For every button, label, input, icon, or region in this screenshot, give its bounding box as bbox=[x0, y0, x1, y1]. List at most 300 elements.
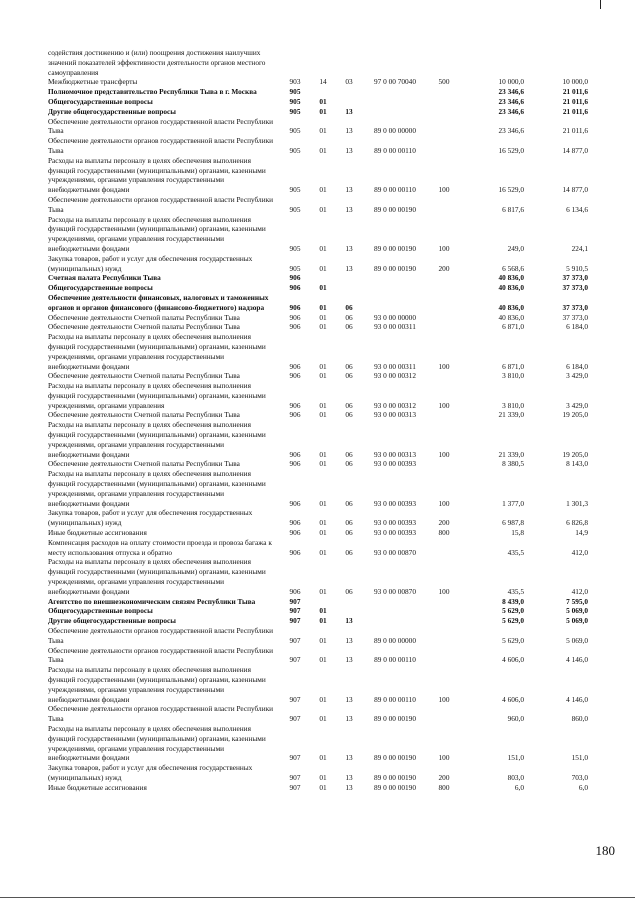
row-code-rz: 01 bbox=[319, 528, 327, 538]
row-code-csr: 89 0 00 00190 bbox=[374, 772, 416, 782]
row-code-csr: 93 0 00 00311 bbox=[374, 322, 416, 332]
row-code-pr bbox=[336, 97, 362, 107]
table-row bbox=[48, 459, 588, 469]
row-code-rz bbox=[310, 597, 336, 607]
table-row bbox=[48, 97, 588, 107]
row-code-pr: 13 bbox=[345, 263, 353, 273]
row-amount-year2: 860,0 bbox=[571, 714, 588, 724]
table-row bbox=[48, 626, 588, 646]
row-code-gr: 906 bbox=[289, 547, 301, 557]
row-code-vr bbox=[428, 704, 460, 724]
row-code-pr: 06 bbox=[345, 459, 353, 469]
row-amount-year1 bbox=[460, 48, 524, 77]
row-amount-year1: 21 339,0 bbox=[498, 449, 524, 459]
row-code-gr: 907 bbox=[289, 596, 301, 606]
row-code-gr: 905 bbox=[289, 263, 301, 273]
row-code-pr: 06 bbox=[345, 518, 353, 528]
row-amount-year2 bbox=[524, 48, 588, 77]
row-code-pr: 06 bbox=[345, 528, 353, 538]
row-amount-year2: 19 205,0 bbox=[562, 449, 588, 459]
row-code-gr: 906 bbox=[289, 498, 301, 508]
row-code-csr: 89 0 00 00110 bbox=[374, 185, 416, 195]
row-code-pr: 13 bbox=[345, 694, 353, 704]
row-code-rz: 01 bbox=[319, 655, 327, 665]
row-code-vr bbox=[428, 117, 460, 137]
row-code-csr: 93 0 00 00393 bbox=[374, 498, 416, 508]
row-code-pr: 06 bbox=[345, 410, 353, 420]
row-amount-year1: 40 836,0 bbox=[498, 302, 524, 312]
row-amount-year2: 14 877,0 bbox=[562, 185, 588, 195]
row-name: Закупка товаров, работ и услуг для обеспечения государственных (муниципальных) нужд bbox=[48, 253, 253, 273]
row-amount-year2: 10 000,0 bbox=[562, 77, 588, 87]
page-number: 180 bbox=[595, 843, 615, 858]
row-amount-year2: 412,0 bbox=[571, 586, 588, 596]
row-code-gr: 907 bbox=[289, 606, 301, 616]
row-code-rz: 01 bbox=[319, 606, 327, 616]
table-row bbox=[48, 597, 588, 607]
row-amount-year2: 703,0 bbox=[571, 772, 588, 782]
row-code-vr: 100 bbox=[438, 498, 450, 508]
row-amount-year2: 151,0 bbox=[571, 753, 588, 763]
row-amount-year2: 6 184,0 bbox=[566, 322, 588, 332]
row-name: Общегосударственные вопросы bbox=[48, 283, 153, 293]
table-row bbox=[48, 606, 588, 616]
row-code-rz: 01 bbox=[319, 498, 327, 508]
row-code-csr: 89 0 00 00110 bbox=[374, 655, 416, 665]
row-code-csr bbox=[362, 273, 428, 283]
table-row bbox=[48, 136, 588, 156]
row-code-vr bbox=[428, 97, 460, 107]
row-name: Расходы на выплаты персоналу в целях обеспечения выполнения функций государственными (муниципальными) органами, казенными учреждениями, органами управления государственными внебюджетными фондами bbox=[48, 214, 266, 253]
table-row bbox=[48, 48, 588, 77]
row-amount-year1: 5 629,0 bbox=[502, 616, 524, 626]
row-code-vr bbox=[428, 293, 460, 313]
row-amount-year2: 6 826,8 bbox=[566, 518, 588, 528]
row-code-csr bbox=[362, 597, 428, 607]
table-row bbox=[48, 283, 588, 293]
row-code-gr: 905 bbox=[289, 126, 301, 136]
row-name: Обеспечение деятельности органов государственной власти Республики Тыва bbox=[48, 626, 274, 645]
row-code-rz: 01 bbox=[319, 371, 327, 381]
row-code-rz: 01 bbox=[319, 106, 327, 116]
row-code-csr: 93 0 00 00870 bbox=[374, 586, 416, 596]
row-code-gr: 907 bbox=[289, 635, 301, 645]
row-code-rz: 01 bbox=[319, 782, 327, 792]
row-code-vr: 100 bbox=[438, 400, 450, 410]
table-row bbox=[48, 557, 588, 596]
row-name: Расходы на выплаты персоналу в целях обеспечения выполнения функций государственными (муниципальными) органами, казенными учреждениями, органами управления государственными внебюджетными фондами bbox=[48, 557, 266, 596]
row-code-rz: 01 bbox=[319, 410, 327, 420]
row-code-gr: 907 bbox=[289, 782, 301, 792]
row-code-gr: 906 bbox=[289, 322, 301, 332]
row-code-gr: 907 bbox=[289, 655, 301, 665]
row-amount-year1: 23 346,6 bbox=[498, 106, 524, 116]
row-code-pr: 06 bbox=[345, 361, 353, 371]
table-row bbox=[48, 616, 588, 626]
row-code-vr: 100 bbox=[438, 753, 450, 763]
row-code-vr: 200 bbox=[438, 772, 450, 782]
row-code-gr: 905 bbox=[289, 145, 301, 155]
row-code-gr: 906 bbox=[289, 312, 301, 322]
row-amount-year2: 3 429,0 bbox=[566, 400, 588, 410]
row-code-csr bbox=[362, 87, 428, 97]
row-code-csr: 93 0 00 00312 bbox=[374, 400, 416, 410]
row-name: Расходы на выплаты персоналу в целях обеспечения выполнения функций государственными (муниципальными) органами, казенными учреждениями, органами управления государственными внебюджетными фондами bbox=[48, 155, 266, 195]
row-amount-year1: 5 629,0 bbox=[502, 635, 524, 645]
row-code-csr: 89 0 00 00190 bbox=[374, 753, 416, 763]
row-name: Расходы на выплаты персоналу в целях обеспечения выполнения функций государственными (муниципальными) органами, казенными учреждениями, органами управления государственными внебюджетными фондами bbox=[48, 723, 266, 763]
row-amount-year1: 40 836,0 bbox=[498, 283, 524, 293]
row-name: Обеспечение деятельности финансовых, налоговых и таможенных органов и органов финансового (финансово-бюджетного) надзора bbox=[48, 292, 269, 312]
row-code-csr bbox=[362, 107, 428, 117]
row-name: Общегосударственные вопросы bbox=[48, 606, 153, 616]
row-code-pr bbox=[336, 606, 362, 616]
row-amount-year2: 412,0 bbox=[571, 547, 588, 557]
row-amount-year2: 5 910,5 bbox=[566, 263, 588, 273]
row-code-pr: 06 bbox=[345, 322, 353, 332]
row-amount-year2: 21 011,6 bbox=[562, 87, 588, 97]
row-name: Обеспечение деятельности Счетной палаты Республики Тыва bbox=[48, 322, 240, 332]
row-code-vr bbox=[428, 283, 460, 293]
row-code-csr bbox=[362, 283, 428, 293]
row-code-pr bbox=[336, 597, 362, 607]
row-amount-year1: 803,0 bbox=[507, 772, 524, 782]
row-code-vr bbox=[428, 195, 460, 215]
row-amount-year2: 6 134,6 bbox=[566, 204, 588, 214]
row-code-vr bbox=[428, 107, 460, 117]
row-name: Расходы на выплаты персоналу в целях обеспечения выполнения функций государственными (муниципальными) органами, казенными учреждениями, органами управления государственными внебюджетными фондами bbox=[48, 665, 266, 704]
row-code-pr: 06 bbox=[345, 498, 353, 508]
row-amount-year2: 5 069,0 bbox=[566, 635, 588, 645]
table-row bbox=[48, 646, 588, 666]
row-code-rz: 01 bbox=[319, 145, 327, 155]
row-amount-year2: 37 373,0 bbox=[562, 302, 588, 312]
row-name: Обеспечение деятельности органов государственной власти Республики Тыва bbox=[48, 116, 274, 136]
row-code-rz: 01 bbox=[319, 302, 327, 312]
row-amount-year2: 14 877,0 bbox=[562, 145, 588, 155]
row-amount-year1: 3 810,0 bbox=[502, 371, 524, 381]
row-code-csr: 89 0 00 00190 bbox=[374, 714, 416, 724]
row-code-gr: 906 bbox=[289, 528, 301, 538]
row-code-rz bbox=[310, 48, 336, 77]
row-code-csr: 89 0 00 00000 bbox=[374, 635, 416, 645]
row-amount-year1: 435,5 bbox=[507, 586, 524, 596]
row-code-csr: 89 0 00 00190 bbox=[374, 204, 416, 214]
row-name: Обеспечение деятельности органов государственной власти Республики Тыва bbox=[48, 645, 274, 665]
row-code-gr: 907 bbox=[289, 714, 301, 724]
row-code-pr: 06 bbox=[345, 302, 353, 312]
table-row bbox=[48, 469, 588, 508]
row-code-rz: 01 bbox=[319, 312, 327, 322]
row-code-vr bbox=[428, 597, 460, 607]
row-code-vr bbox=[428, 538, 460, 558]
row-code-csr: 89 0 00 00190 bbox=[374, 263, 416, 273]
table-row bbox=[48, 87, 588, 97]
row-amount-year1: 249,0 bbox=[507, 243, 524, 253]
row-code-vr: 500 bbox=[438, 77, 450, 87]
table-row bbox=[48, 293, 588, 313]
row-amount-year2: 21 011,6 bbox=[562, 106, 588, 116]
table-row bbox=[48, 724, 588, 763]
row-code-rz: 01 bbox=[319, 361, 327, 371]
row-code-gr: 907 bbox=[289, 772, 301, 782]
row-code-gr: 906 bbox=[289, 410, 301, 420]
row-code-rz: 01 bbox=[319, 126, 327, 136]
row-code-rz: 01 bbox=[319, 635, 327, 645]
row-code-vr bbox=[428, 136, 460, 156]
row-amount-year1: 435,5 bbox=[507, 547, 524, 557]
row-name: Расходы на выплаты персоналу в целях обеспечения выполнения функций государственными (муниципальными) органами, казенными учреждениями, органами управления государственными внебюджетными фондами bbox=[48, 420, 266, 459]
row-code-csr: 93 0 00 00870 bbox=[374, 547, 416, 557]
row-amount-year1: 16 529,0 bbox=[498, 185, 524, 195]
row-code-rz: 01 bbox=[319, 586, 327, 596]
table-row bbox=[48, 195, 588, 215]
row-name: Расходы на выплаты персоналу в целях обеспечения выполнения функций государственными (муниципальными) органами, казенными учреждениями, органами управления государственными внебюджетными фондами bbox=[48, 332, 266, 371]
row-name: Иные бюджетные ассигнования bbox=[48, 528, 147, 538]
row-code-vr bbox=[428, 313, 460, 323]
row-code-vr bbox=[428, 459, 460, 469]
row-amount-year1: 3 810,0 bbox=[502, 400, 524, 410]
row-code-rz: 01 bbox=[319, 772, 327, 782]
row-name: Агентство по внешнеэкономическим связям Республики Тыва bbox=[48, 596, 256, 606]
row-code-vr: 200 bbox=[438, 518, 450, 528]
row-code-pr: 03 bbox=[345, 77, 353, 87]
row-name: содействия достижению и (или) поощрения достижения наилучших значений показателей эффективности деятельности органов местного самоуправления bbox=[48, 48, 266, 77]
row-code-vr: 100 bbox=[438, 243, 450, 253]
row-code-csr: 89 0 00 00110 bbox=[374, 694, 416, 704]
row-code-csr: 93 0 00 00393 bbox=[374, 518, 416, 528]
row-amount-year2: 224,1 bbox=[571, 243, 588, 253]
row-amount-year1: 4 606,0 bbox=[502, 655, 524, 665]
table-row bbox=[48, 254, 588, 274]
row-code-gr: 906 bbox=[289, 361, 301, 371]
row-code-gr: 903 bbox=[289, 77, 301, 87]
budget-table-body bbox=[48, 48, 588, 793]
row-code-csr: 93 0 00 00313 bbox=[374, 449, 416, 459]
row-code-csr: 93 0 00 00312 bbox=[374, 371, 416, 381]
row-code-rz bbox=[310, 273, 336, 283]
row-code-vr bbox=[428, 371, 460, 381]
table-row bbox=[48, 322, 588, 332]
row-code-csr: 89 0 00 00190 bbox=[374, 243, 416, 253]
row-code-gr: 906 bbox=[289, 449, 301, 459]
row-code-gr: 906 bbox=[289, 459, 301, 469]
row-code-pr: 13 bbox=[345, 635, 353, 645]
table-row bbox=[48, 273, 588, 283]
row-code-gr bbox=[280, 48, 310, 77]
row-amount-year1: 21 339,0 bbox=[498, 410, 524, 420]
row-code-rz: 01 bbox=[319, 714, 327, 724]
row-code-pr: 13 bbox=[345, 782, 353, 792]
row-amount-year2: 4 146,0 bbox=[566, 655, 588, 665]
row-code-vr: 200 bbox=[438, 263, 450, 273]
row-code-pr: 06 bbox=[345, 586, 353, 596]
row-code-vr: 100 bbox=[438, 361, 450, 371]
row-code-rz: 01 bbox=[319, 204, 327, 214]
row-code-pr: 13 bbox=[345, 106, 353, 116]
row-code-gr: 905 bbox=[289, 106, 301, 116]
row-code-rz: 01 bbox=[319, 694, 327, 704]
row-code-vr: 100 bbox=[438, 185, 450, 195]
row-amount-year2: 8 143,0 bbox=[566, 459, 588, 469]
row-code-vr bbox=[428, 48, 460, 77]
table-row bbox=[48, 107, 588, 117]
row-code-csr: 93 0 00 00311 bbox=[374, 361, 416, 371]
row-amount-year2: 14,9 bbox=[575, 528, 588, 538]
row-code-gr: 906 bbox=[289, 273, 301, 283]
row-amount-year2: 37 373,0 bbox=[562, 283, 588, 293]
row-amount-year1: 960,0 bbox=[507, 714, 524, 724]
row-name: Закупка товаров, работ и услуг для обеспечения государственных (муниципальных) нужд bbox=[48, 763, 253, 782]
row-amount-year1: 15,8 bbox=[511, 528, 524, 538]
row-code-vr: 800 bbox=[438, 528, 450, 538]
row-name: Общегосударственные вопросы bbox=[48, 96, 153, 106]
row-code-gr: 906 bbox=[289, 586, 301, 596]
row-code-csr: 93 0 00 00313 bbox=[374, 410, 416, 420]
table-row bbox=[48, 665, 588, 704]
row-amount-year2: 37 373,0 bbox=[562, 312, 588, 322]
row-code-pr: 13 bbox=[345, 655, 353, 665]
row-code-gr: 905 bbox=[289, 96, 301, 106]
row-code-vr bbox=[428, 273, 460, 283]
row-code-vr bbox=[428, 87, 460, 97]
row-code-vr bbox=[428, 606, 460, 616]
row-name: Обеспечение деятельности Счетной палаты Республики Тыва bbox=[48, 371, 240, 381]
row-name: Обеспечение деятельности Счетной палаты Республики Тыва bbox=[48, 410, 240, 420]
row-code-gr: 905 bbox=[289, 185, 301, 195]
table-row bbox=[48, 538, 588, 558]
row-amount-year2: 5 069,0 bbox=[566, 616, 588, 626]
table-row bbox=[48, 508, 588, 528]
row-amount-year1: 151,0 bbox=[507, 753, 524, 763]
row-name: Обеспечение деятельности Счетной палаты Республики Тыва bbox=[48, 312, 240, 322]
row-name: Компенсация расходов на оплату стоимости проезда и провоза багажа к месту использования отпуска и обратно bbox=[48, 537, 272, 557]
row-name: Обеспечение деятельности Счетной палаты Республики Тыва bbox=[48, 459, 240, 469]
row-amount-year1: 40 836,0 bbox=[498, 273, 524, 283]
row-name: Расходы на выплаты персоналу в целях обеспечения выполнения функций государственными (муниципальными) органами, казенными учреждениями, органами управления bbox=[48, 381, 266, 410]
row-name: Полномочное представительство Республики Тыва в г. Москва bbox=[48, 87, 257, 97]
table-row bbox=[48, 313, 588, 323]
row-code-gr: 906 bbox=[289, 371, 301, 381]
row-code-vr: 100 bbox=[438, 694, 450, 704]
row-code-pr: 13 bbox=[345, 145, 353, 155]
table-row bbox=[48, 420, 588, 459]
table-row bbox=[48, 156, 588, 195]
row-amount-year1: 6 987,8 bbox=[502, 518, 524, 528]
budget-table bbox=[48, 48, 588, 793]
row-code-csr: 93 0 00 00393 bbox=[374, 528, 416, 538]
row-amount-year1: 8 380,5 bbox=[502, 459, 524, 469]
row-code-gr: 906 bbox=[289, 302, 301, 312]
row-code-pr: 13 bbox=[345, 772, 353, 782]
row-amount-year1: 23 346,6 bbox=[498, 96, 524, 106]
row-code-rz: 01 bbox=[319, 459, 327, 469]
row-name: Иные бюджетные ассигнования bbox=[48, 782, 147, 792]
row-amount-year2: 7 595,0 bbox=[566, 596, 588, 606]
table-row bbox=[48, 528, 588, 538]
row-code-vr bbox=[428, 322, 460, 332]
table-row bbox=[48, 77, 588, 87]
row-amount-year1: 6 871,0 bbox=[502, 322, 524, 332]
row-code-gr: 906 bbox=[289, 283, 301, 293]
row-code-csr: 89 0 00 00000 bbox=[374, 126, 416, 136]
row-code-gr: 906 bbox=[289, 400, 301, 410]
row-code-csr: 97 0 00 70040 bbox=[374, 77, 416, 87]
row-amount-year1: 5 629,0 bbox=[502, 606, 524, 616]
row-code-rz: 01 bbox=[319, 96, 327, 106]
row-code-pr: 06 bbox=[345, 371, 353, 381]
row-amount-year2: 19 205,0 bbox=[562, 410, 588, 420]
table-row bbox=[48, 332, 588, 371]
table-row bbox=[48, 410, 588, 420]
row-code-pr bbox=[336, 273, 362, 283]
row-code-pr bbox=[336, 283, 362, 293]
row-code-pr: 13 bbox=[345, 204, 353, 214]
row-code-pr: 06 bbox=[345, 312, 353, 322]
row-code-gr: 907 bbox=[289, 616, 301, 626]
row-code-rz: 01 bbox=[319, 400, 327, 410]
row-amount-year2: 21 011,6 bbox=[562, 126, 588, 136]
row-name: Другие общегосударственные вопросы bbox=[48, 616, 176, 626]
row-amount-year1: 6 817,6 bbox=[502, 204, 524, 214]
row-name: Обеспечение деятельности органов государственной власти Республики Тыва bbox=[48, 194, 274, 214]
row-name: Обеспечение деятельности органов государственной власти Республики Тыва bbox=[48, 704, 274, 724]
row-code-rz: 01 bbox=[319, 753, 327, 763]
row-amount-year1: 23 346,6 bbox=[498, 87, 524, 97]
row-code-rz: 01 bbox=[319, 322, 327, 332]
scan-edge-top bbox=[600, 0, 601, 9]
row-code-pr: 13 bbox=[345, 616, 353, 626]
row-code-csr: 93 0 00 00000 bbox=[374, 312, 416, 322]
row-code-rz: 01 bbox=[319, 518, 327, 528]
row-code-rz bbox=[310, 87, 336, 97]
row-amount-year1: 23 346,6 bbox=[498, 126, 524, 136]
row-amount-year2: 4 146,0 bbox=[566, 694, 588, 704]
row-code-rz: 01 bbox=[319, 616, 327, 626]
row-code-csr bbox=[362, 97, 428, 107]
row-amount-year1: 6,0 bbox=[514, 782, 524, 792]
row-amount-year2: 37 373,0 bbox=[562, 273, 588, 283]
table-row bbox=[48, 704, 588, 724]
row-amount-year2: 6,0 bbox=[578, 782, 588, 792]
row-code-rz: 01 bbox=[319, 243, 327, 253]
row-code-csr: 89 0 00 00110 bbox=[374, 145, 416, 155]
row-code-rz: 01 bbox=[319, 449, 327, 459]
row-amount-year2: 3 429,0 bbox=[566, 371, 588, 381]
row-code-pr: 13 bbox=[345, 243, 353, 253]
row-code-csr bbox=[362, 616, 428, 626]
row-amount-year1: 4 606,0 bbox=[502, 694, 524, 704]
row-code-vr bbox=[428, 616, 460, 626]
row-code-rz: 01 bbox=[319, 185, 327, 195]
table-row bbox=[48, 371, 588, 381]
row-amount-year1: 6 871,0 bbox=[502, 361, 524, 371]
row-amount-year1: 8 439,0 bbox=[502, 596, 524, 606]
row-name: Закупка товаров, работ и услуг для обеспечения государственных (муниципальных) нужд bbox=[48, 508, 253, 528]
row-code-gr: 907 bbox=[289, 694, 301, 704]
table-row bbox=[48, 215, 588, 254]
row-code-pr bbox=[336, 48, 362, 77]
row-amount-year2: 6 184,0 bbox=[566, 361, 588, 371]
row-name: Счетная палата Республики Тыва bbox=[48, 273, 161, 283]
row-code-rz: 14 bbox=[319, 77, 327, 87]
row-code-csr: 89 0 00 00190 bbox=[374, 782, 416, 792]
table-row bbox=[48, 783, 588, 793]
row-code-gr: 907 bbox=[289, 753, 301, 763]
row-code-gr: 905 bbox=[289, 204, 301, 214]
row-code-gr: 906 bbox=[289, 518, 301, 528]
row-code-vr: 100 bbox=[438, 586, 450, 596]
